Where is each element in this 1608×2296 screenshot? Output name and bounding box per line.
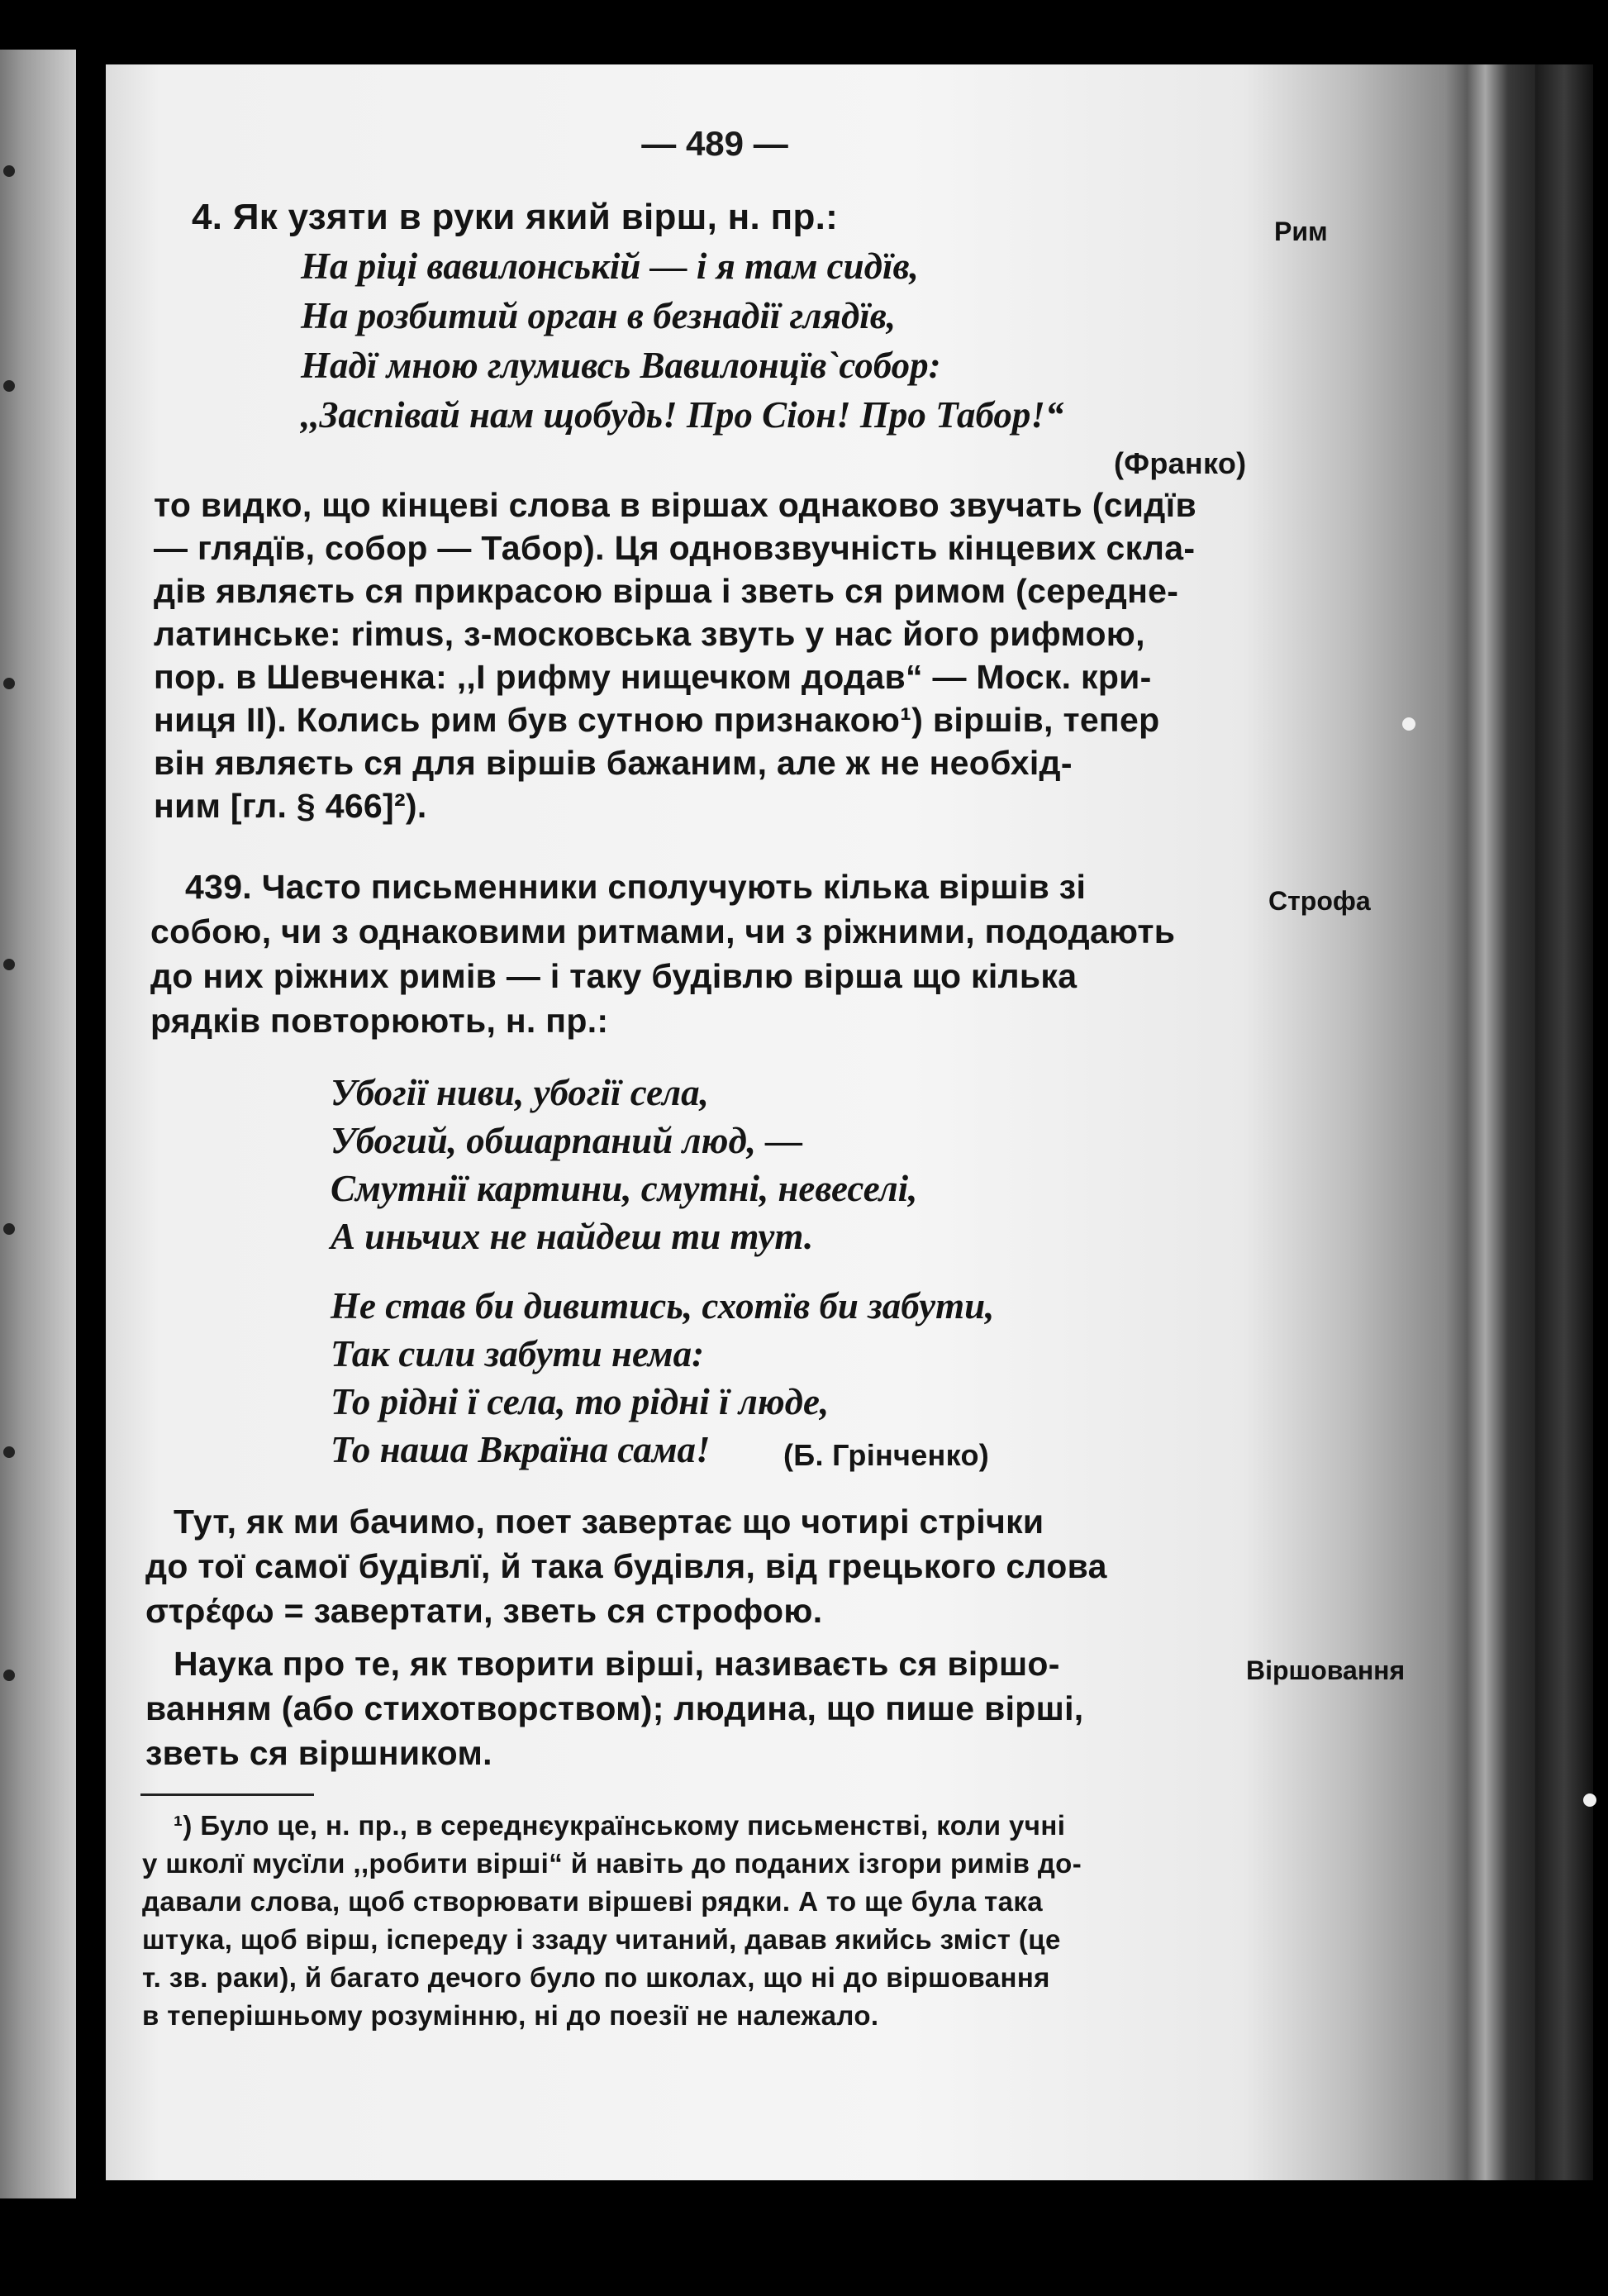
section-439-line: рядків повторюють, н. пр.: xyxy=(150,1002,609,1040)
paragraph-2-line: στρέφω = завертати, зветь ся строфою. xyxy=(145,1592,823,1630)
previous-page-edge xyxy=(0,50,76,2198)
paragraph-line: ним [гл. § 466]²). xyxy=(154,787,427,825)
edge-fragment xyxy=(3,1223,15,1235)
footnote-line: ¹) Було це, н. пр., в середнєукраїнському письменстві, коли учні xyxy=(174,1810,1066,1841)
stanza-1-line: А иньчих не найдеш ти тут. xyxy=(331,1216,814,1257)
paragraph-3-line: зветь ся віршником. xyxy=(145,1734,492,1772)
footnote-line: т. зв. раки), й багато дечого було по школах, що ні до віршовання xyxy=(142,1962,1050,1993)
paragraph-3-line: ванням (або стихотворством); людина, що пише вірші, xyxy=(145,1689,1084,1727)
footnote-line: штука, щоб вірш, іспереду і ззаду читаний, давав якийсь зміст (це xyxy=(142,1924,1061,1955)
edge-fragment xyxy=(3,1446,15,1458)
margin-note-rym: Рим xyxy=(1274,217,1328,246)
stanza-1-line: Убогий, обшарпаний люд, — xyxy=(331,1120,803,1161)
stanza-1-line: Смутнії картини, смутні, невеселі, xyxy=(331,1168,918,1209)
paragraph-2-line: до тої самої будівлї, й така будівля, від грецького слова xyxy=(145,1547,1107,1585)
stanza-1-line: Убогії ниви, убогії села, xyxy=(331,1072,709,1113)
stanza-attribution: (Б. Грінченко) xyxy=(783,1438,990,1472)
paragraph-line: ниця II). Колись рим був сутною признакою¹) віршів, тепер xyxy=(154,701,1160,739)
margin-note-strofa: Строфа xyxy=(1268,886,1371,916)
poem-line: Надї мною глумивсь Вавилонцїв`собор: xyxy=(301,345,941,386)
stanza-2-line: Так сили забути нема: xyxy=(331,1333,705,1374)
scan-speck xyxy=(1402,717,1415,731)
section-439-line: 439. Часто письменники сполучують кілька віршів зі xyxy=(185,868,1087,906)
scan-speck xyxy=(1583,1793,1596,1807)
footnote-line: у школї мусїли ,,робити вірші“ й навіть до поданих ізгори римів до- xyxy=(142,1848,1082,1879)
edge-fragment xyxy=(3,959,15,970)
item4-intro: 4. Як узяти в руки який вірш, н. пр.: xyxy=(192,197,839,237)
paragraph-line: дів являєть ся прикрасою вірша і зветь ся римом (середне- xyxy=(154,572,1179,610)
paragraph-2-line: Тут, як ми бачимо, поет завертає що чотирі стрічки xyxy=(174,1503,1044,1541)
paragraph-3-line: Наука про те, як творити вірші, називаєть ся віршо- xyxy=(174,1645,1060,1683)
footnote-line: в теперішньому розумінню, ні до поезії не належало. xyxy=(142,2000,879,2031)
page-number: — 489 — xyxy=(641,124,788,163)
paragraph-line: то видко, що кінцеві слова в віршах однаково звучать (сидїв xyxy=(154,486,1196,524)
footnote-line: давали слова, щоб створювати віршеві рядки. А то ще була така xyxy=(142,1886,1044,1917)
poem-line: ,,Заспівай нам щобудь! Про Сіон! Про Табор!“ xyxy=(301,394,1064,436)
section-439-line: собою, чи з однаковими ритмами, чи з ріжними, пододають xyxy=(150,912,1176,950)
paragraph-line: він являєть ся для віршів бажаним, але ж не необхід- xyxy=(154,744,1073,782)
edge-fragment xyxy=(3,1670,15,1681)
stanza-2-line: То наша Вкраїна сама! xyxy=(331,1429,711,1470)
footnote-rule xyxy=(140,1793,314,1796)
stanza-2-line: То рідні ї села, то рідні ї люде, xyxy=(331,1381,830,1422)
edge-fragment xyxy=(3,380,15,392)
paragraph-line: пор. в Шевченка: ,,I рифму нищечком додав“ — Моск. кри- xyxy=(154,658,1152,696)
paragraph-line: латинське: rimus, з-московська звуть у нас його рифмою, xyxy=(154,615,1145,653)
poem-attribution: (Франко) xyxy=(1114,446,1247,480)
stanza-2-line: Не став би дивитись, схотїв би забути, xyxy=(331,1285,995,1327)
poem-line: На розбитий орган в безнадії глядїв, xyxy=(301,295,897,336)
book-spine xyxy=(1444,64,1535,2180)
section-439-line: до них ріжних римів — і таку будівлю вірша що кілька xyxy=(150,957,1078,995)
edge-fragment xyxy=(3,165,15,177)
book-binding xyxy=(1535,64,1593,2180)
poem-line: На ріці вавилонській — і я там сидїв, xyxy=(301,245,919,287)
edge-fragment xyxy=(3,678,15,689)
margin-note-virshuvannia: Віршовання xyxy=(1246,1655,1406,1685)
paragraph-line: — глядїв, собор — Табор). Ця одновзвучність кінцевих скла- xyxy=(154,529,1196,567)
